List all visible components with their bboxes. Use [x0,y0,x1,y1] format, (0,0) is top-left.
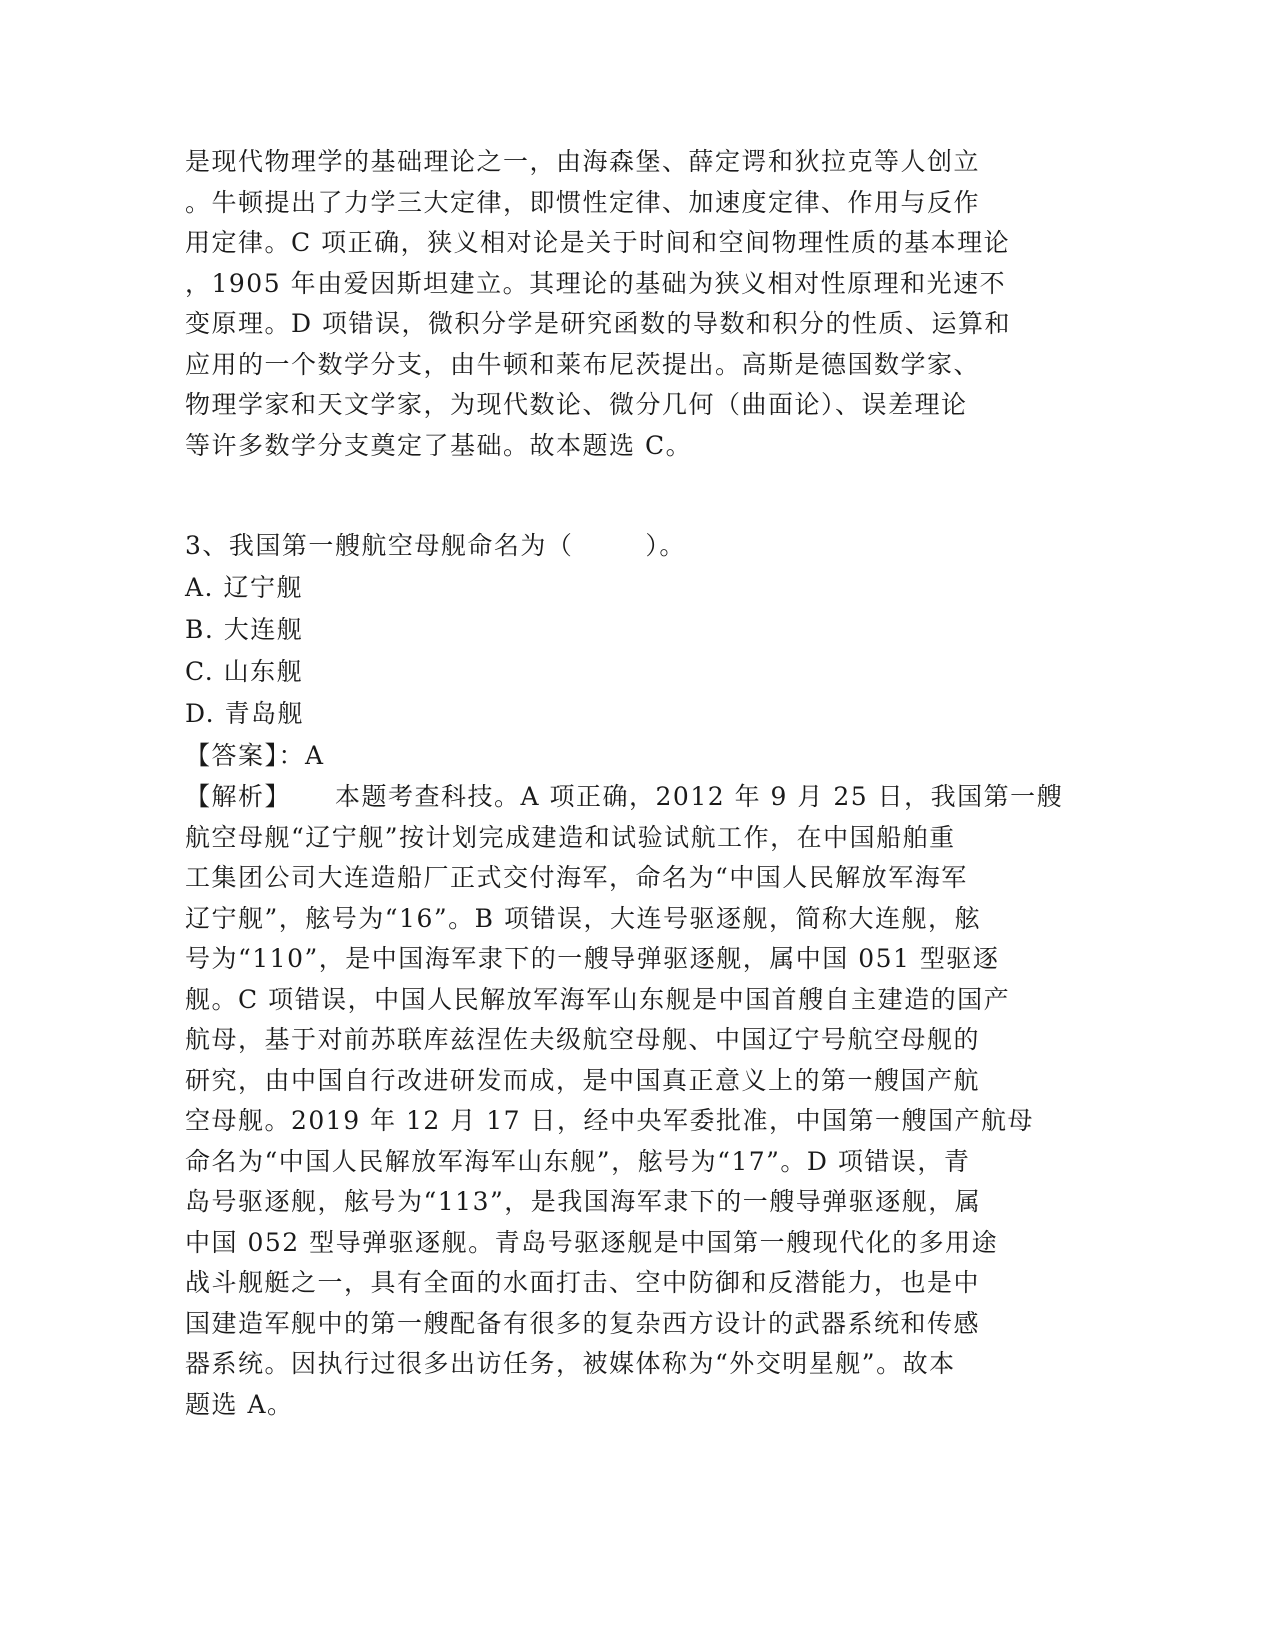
previous-explanation [185,142,1085,466]
analysis-line: 研究，由中国自行改进研发而成，是中国真正意义上的第一艘国产航 [185,1065,981,1095]
analysis-line: 航空母舰“辽宁舰”按计划完成建造和试验试航工作，在中国船舶重 [185,822,956,852]
analysis-line: 国建造军舰中的第一艘配备有很多的复杂西方设计的武器系统和传感 [185,1308,981,1338]
analysis-line: 中国 052 型导弹驱逐舰。青岛号驱逐舰是中国第一艘现代化的多用途 [185,1227,999,1257]
analysis-line: 辽宁舰”，舷号为“16”。B 项错误，大连号驱逐舰，简称大连舰，舷 [185,903,981,933]
analysis-line: 战斗舰艇之一，具有全面的水面打击、空中防御和反潜能力，也是中 [185,1268,981,1297]
analysis-label: 【解析】 [185,782,292,811]
question-stem-end: ）。 [645,531,686,560]
analysis-line: 命名为“中国人民解放军海军山东舰”，舷号为“17”。D 项错误，青 [185,1146,971,1176]
analysis-line: 空母舰。2019 年 12 月 17 日，经中央军委批准，中国第一艘国产航母 [185,1106,1034,1135]
question-3 [185,525,1085,1425]
analysis-line: 号为“110”，是中国海军隶下的一艘导弹驱逐舰，属中国 051 型驱逐 [185,944,1000,973]
analysis-line: 岛号驱逐舰，舷号为“113”，是我国海军隶下的一艘导弹驱逐舰，属 [185,1187,982,1216]
explanation-line: 应用的一个数学分支，由牛顿和莱布尼茨提出。高斯是德国数学家、 [185,349,981,379]
explanation-line: 。牛顿提出了力学三大定律，即惯性定律、加速度定律、作用与反作 [185,187,981,217]
analysis-line: 舰。C 项错误，中国人民解放军海军山东舰是中国首艘自主建造的国产 [185,984,1011,1014]
option-a: A. 辽宁舰 [185,573,303,602]
analysis-line: 题选 A。 [185,1389,294,1419]
option-b: B. 大连舰 [185,615,304,644]
explanation-line: 变原理。D 项错误，微积分学是研究函数的导数和积分的性质、运算和 [185,309,1011,338]
explanation-line: 是现代物理学的基础理论之一，由海森堡、薛定谔和狄拉克等人创立 [185,147,981,176]
analysis-line: 航母，基于对前苏联库兹涅佐夫级航空母舰、中国辽宁号航空母舰的 [185,1025,981,1054]
option-d: D. 青岛舰 [185,699,305,728]
explanation-line: ，1905 年由爱因斯坦建立。其理论的基础为狭义相对性原理和光速不 [185,268,1007,298]
analysis-line [185,777,1085,818]
question-stem-start: 3、我国第一艘航空母舰命名为（ [185,531,574,560]
answer-label: 【答案】： [185,741,306,770]
option-c: C. 山东舰 [185,657,304,686]
analysis-line: 工集团公司大连造船厂正式交付海军，命名为“中国人民解放军海军 [185,863,968,892]
analysis-text: 本题考查科技。A 项正确，2012 年 9 月 25 日，我国第一艘 [335,782,1064,811]
answer-value: A [305,741,325,770]
explanation-line: 物理学家和天文学家，为现代数论、微分几何（曲面论）、误差理论 [185,390,968,419]
explanation-line: 用定律。C 项正确，狭义相对论是关于时间和空间物理性质的基本理论 [185,228,1011,257]
answer-line [185,735,1085,777]
explanation-line: 等许多数学分支奠定了基础。故本题选 C。 [185,430,693,460]
question-stem [185,525,1085,567]
analysis-line: 器系统。因执行过很多出访任务，被媒体称为“外交明星舰”。故本 [185,1349,956,1378]
